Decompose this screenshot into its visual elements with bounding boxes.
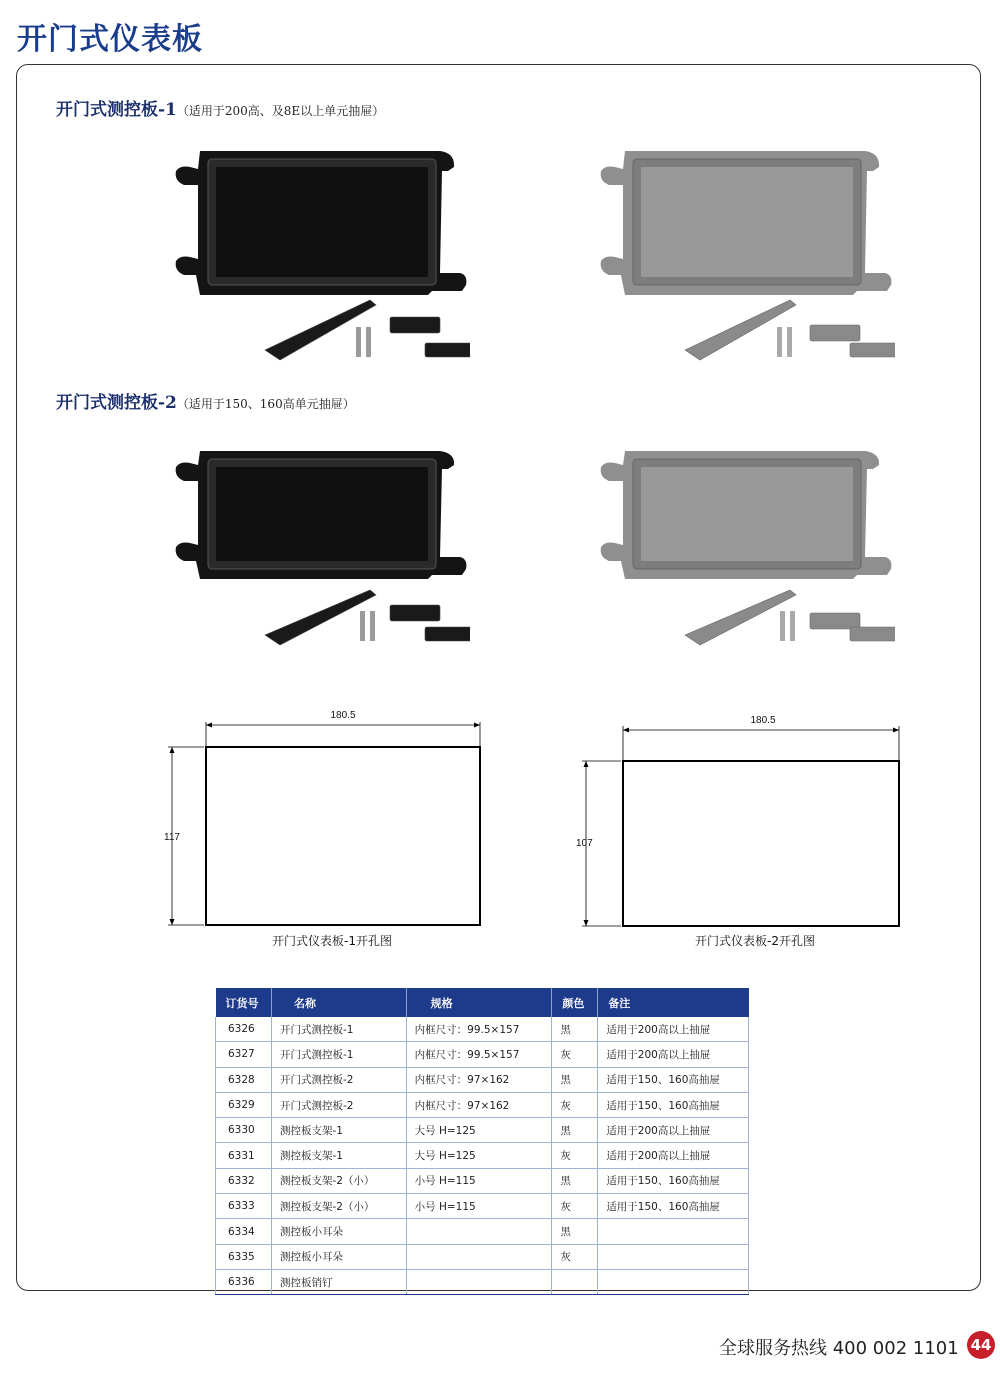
cell-order-no: 6336: [216, 1269, 272, 1294]
table-row: [216, 1244, 749, 1269]
cell-name: 测控板销钉: [271, 1269, 406, 1294]
cell-name: 开门式测控板-1: [271, 1042, 406, 1067]
cell-remark: 适用于150、160高抽屉: [598, 1092, 749, 1117]
header-color: 颜色: [552, 988, 598, 1017]
cell-name: 测控板小耳朵: [271, 1219, 406, 1244]
section-1-title: [56, 95, 384, 120]
cell-remark: 适用于150、160高抽屉: [598, 1168, 749, 1193]
cell-order-no: 6334: [216, 1219, 272, 1244]
cell-spec: 内框尺寸：97×162: [406, 1092, 552, 1117]
cell-order-no: 6333: [216, 1194, 272, 1219]
section-2-title: [56, 388, 355, 413]
cell-color: 灰: [552, 1143, 598, 1168]
cell-order-no: 6326: [216, 1017, 272, 1042]
cell-name: 开门式测控板-2: [271, 1067, 406, 1092]
product-panel-1-black: [170, 145, 470, 375]
page-number: 44: [967, 1331, 995, 1359]
cell-name: 测控板小耳朵: [271, 1244, 406, 1269]
cell-color: 灰: [552, 1244, 598, 1269]
cell-name: 测控板支架-2（小）: [271, 1168, 406, 1193]
drawing-2-caption: 开门式仪表板-2开孔图: [695, 934, 815, 948]
cell-color: 黑: [552, 1017, 598, 1042]
cell-spec: 内框尺寸：99.5×157: [406, 1042, 552, 1067]
cell-name: 测控板支架-1: [271, 1143, 406, 1168]
drawing-1-width: 180.5: [330, 710, 356, 721]
cell-spec: 大号 H=125: [406, 1143, 552, 1168]
cell-name: 测控板支架-2（小）: [271, 1194, 406, 1219]
cell-remark: 适用于200高以上抽屉: [598, 1017, 749, 1042]
cell-color: 黑: [552, 1219, 598, 1244]
cell-order-no: 6330: [216, 1118, 272, 1143]
section-1-title-text: 开门式测控板-1: [56, 100, 177, 120]
cell-color: 黑: [552, 1168, 598, 1193]
cell-order-no: 6328: [216, 1067, 272, 1092]
cell-color: 黑: [552, 1118, 598, 1143]
cell-remark: [598, 1244, 749, 1269]
cell-color: 灰: [552, 1194, 598, 1219]
cell-remark: 适用于200高以上抽屉: [598, 1143, 749, 1168]
table-row: [216, 1269, 749, 1294]
table-row: [216, 1017, 749, 1042]
drawing-2-width: 180.5: [750, 715, 776, 726]
cell-color: [552, 1269, 598, 1294]
header-name: 名称: [271, 988, 406, 1017]
table-body: [216, 1017, 749, 1295]
section-2-title-text: 开门式测控板-2: [56, 393, 177, 413]
cell-order-no: 6331: [216, 1143, 272, 1168]
cell-order-no: 6329: [216, 1092, 272, 1117]
cell-order-no: 6332: [216, 1168, 272, 1193]
cutout-drawing-1: [160, 700, 500, 940]
header-remark: 备注: [598, 988, 749, 1017]
cell-spec: 小号 H=115: [406, 1194, 552, 1219]
cell-name: 开门式测控板-2: [271, 1092, 406, 1117]
cell-remark: 适用于200高以上抽屉: [598, 1118, 749, 1143]
product-panel-2-gray: [595, 445, 895, 655]
cell-remark: 适用于200高以上抽屉: [598, 1042, 749, 1067]
cutout-drawing-2: [572, 708, 912, 933]
cell-order-no: 6327: [216, 1042, 272, 1067]
drawing-2-height: 107: [576, 838, 593, 849]
cell-color: 灰: [552, 1092, 598, 1117]
cell-spec: [406, 1269, 552, 1294]
cell-name: 开门式测控板-1: [271, 1017, 406, 1042]
cell-order-no: 6335: [216, 1244, 272, 1269]
table-row: [216, 1092, 749, 1117]
table-row: [216, 1067, 749, 1092]
table-row: [216, 1042, 749, 1067]
table-row: [216, 1143, 749, 1168]
page-title: 开门式仪表板: [17, 22, 203, 57]
table-row: [216, 1194, 749, 1219]
product-panel-2-black: [170, 445, 470, 655]
cell-name: 测控板支架-1: [271, 1118, 406, 1143]
cell-remark: [598, 1269, 749, 1294]
table-row: [216, 1168, 749, 1193]
cell-remark: 适用于150、160高抽屉: [598, 1067, 749, 1092]
product-panel-1-gray: [595, 145, 895, 375]
cell-color: 黑: [552, 1067, 598, 1092]
table-header-row: [216, 988, 749, 1017]
cell-spec: 内框尺寸：97×162: [406, 1067, 552, 1092]
table-row: [216, 1219, 749, 1244]
table-row: [216, 1118, 749, 1143]
cell-spec: 小号 H=115: [406, 1168, 552, 1193]
section-1-note: （适用于200高、及8E以上单元抽屉）: [176, 104, 385, 118]
cell-spec: [406, 1244, 552, 1269]
cell-spec: 大号 H=125: [406, 1118, 552, 1143]
cell-color: 灰: [552, 1042, 598, 1067]
cell-remark: 适用于150、160高抽屉: [598, 1194, 749, 1219]
drawing-1-height: 117: [164, 832, 180, 843]
drawing-1-caption: 开门式仪表板-1开孔图: [272, 934, 392, 948]
service-hotline: 全球服务热线 400 002 1101: [719, 1338, 959, 1359]
cell-spec: [406, 1219, 552, 1244]
cell-remark: [598, 1219, 749, 1244]
cell-spec: 内框尺寸：99.5×157: [406, 1017, 552, 1042]
header-order-no: 订货号: [216, 988, 272, 1017]
section-2-note: （适用于150、160高单元抽屉）: [176, 397, 355, 411]
header-spec: 规格: [406, 988, 552, 1017]
spec-table: [215, 988, 749, 1295]
